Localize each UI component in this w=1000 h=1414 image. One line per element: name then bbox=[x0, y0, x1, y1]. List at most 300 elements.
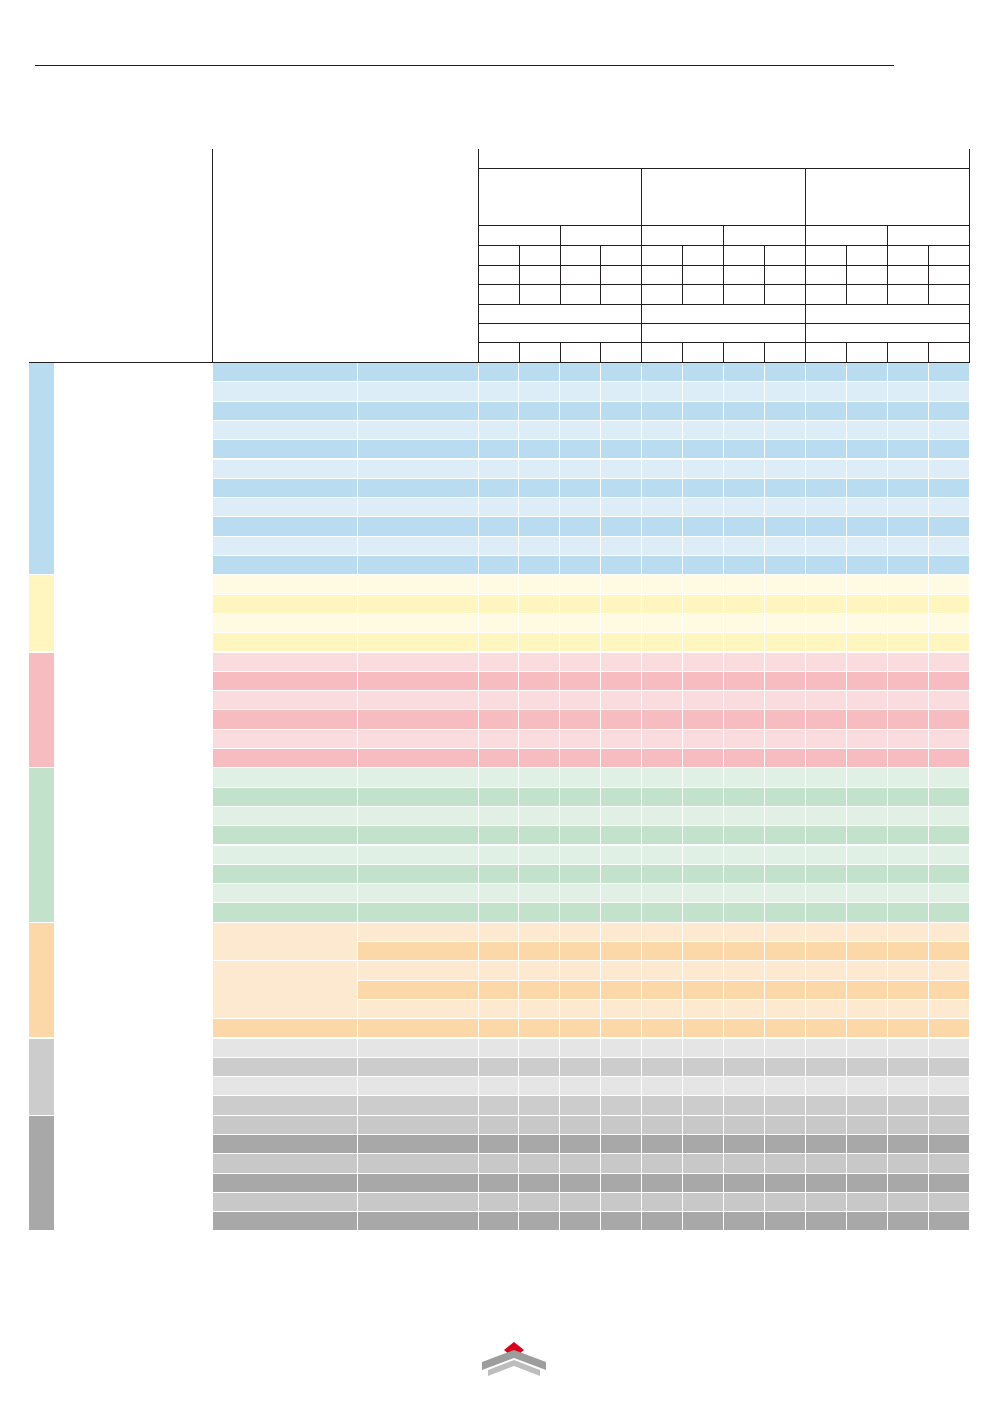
cutting-speed-value bbox=[806, 961, 847, 980]
composition-cell bbox=[213, 1058, 358, 1077]
cutting-speed-value bbox=[601, 1019, 642, 1038]
cutting-speed-value bbox=[683, 1077, 724, 1096]
cutting-speed-value bbox=[560, 710, 601, 729]
composition-cell bbox=[213, 595, 358, 614]
cutting-speed-value bbox=[519, 923, 560, 942]
cutting-speed-value bbox=[929, 1039, 970, 1058]
cutting-speed-value bbox=[888, 517, 929, 536]
treatment-cell bbox=[358, 1000, 479, 1019]
cutting-speed-value bbox=[806, 826, 847, 845]
diameter-header bbox=[806, 246, 847, 266]
cutting-speed-value bbox=[519, 1019, 560, 1038]
cutting-speed-value bbox=[519, 1154, 560, 1173]
cutting-speed-value bbox=[683, 768, 724, 787]
cutting-speed-value bbox=[479, 1077, 519, 1096]
cutting-speed-value bbox=[888, 1096, 929, 1115]
cutting-speed-value bbox=[847, 382, 888, 401]
cutting-speed-value bbox=[642, 903, 683, 922]
range-value bbox=[806, 285, 847, 305]
cutting-speed-value bbox=[519, 382, 560, 401]
cutting-speed-value bbox=[888, 479, 929, 498]
shoulder-milling-header bbox=[888, 226, 970, 246]
cutting-speed-value bbox=[929, 981, 970, 1000]
cutting-speed-value bbox=[560, 788, 601, 807]
cutting-speed-value bbox=[642, 517, 683, 536]
treatment-cell bbox=[358, 498, 479, 517]
range-value bbox=[765, 266, 806, 285]
ratio-column-header bbox=[929, 343, 970, 363]
tool-name bbox=[642, 169, 806, 226]
composition-cell bbox=[213, 865, 358, 884]
cutting-speed-value bbox=[888, 749, 929, 768]
cutting-speed-value bbox=[479, 691, 519, 710]
cutting-speed-value bbox=[888, 1058, 929, 1077]
cutting-speed-value bbox=[601, 1096, 642, 1115]
cutting-speed-value bbox=[888, 421, 929, 440]
composition-cell bbox=[213, 1039, 358, 1058]
cutting-speed-value bbox=[560, 749, 601, 768]
cutting-speed-value bbox=[888, 672, 929, 691]
cutting-speed-value bbox=[683, 691, 724, 710]
cutting-speed-value bbox=[765, 382, 806, 401]
cutting-speed-value bbox=[765, 807, 806, 826]
cutting-speed-value bbox=[479, 421, 519, 440]
treatment-cell bbox=[358, 1135, 479, 1154]
composition-group bbox=[213, 923, 358, 962]
cutting-speed-value bbox=[888, 1135, 929, 1154]
range-value bbox=[929, 266, 970, 285]
cutting-speed-value bbox=[642, 421, 683, 440]
cutting-speed-value bbox=[724, 575, 765, 594]
cutting-speed-value bbox=[806, 1193, 847, 1212]
cutting-speed-value bbox=[560, 923, 601, 942]
cutting-speed-value bbox=[888, 942, 929, 961]
cutting-speed-value bbox=[806, 595, 847, 614]
cutting-speed-value bbox=[847, 768, 888, 787]
range-value bbox=[929, 285, 970, 305]
treatment-cell bbox=[358, 556, 479, 575]
cutting-speed-value bbox=[724, 768, 765, 787]
cutting-speed-value bbox=[765, 537, 806, 556]
cutting-speed-value bbox=[806, 672, 847, 691]
treatment-cell bbox=[358, 1058, 479, 1077]
cutting-speed-value bbox=[519, 479, 560, 498]
cutting-speed-value bbox=[847, 749, 888, 768]
cutting-speed-value bbox=[683, 1019, 724, 1038]
cutting-speed-value bbox=[724, 903, 765, 922]
cutting-speed-value bbox=[847, 1058, 888, 1077]
range-value bbox=[479, 285, 520, 305]
ae-d-header bbox=[479, 324, 642, 343]
cutting-speed-value bbox=[724, 826, 765, 845]
cutting-speed-value bbox=[560, 1135, 601, 1154]
cutting-speed-value bbox=[929, 1096, 970, 1115]
cutting-speed-value bbox=[560, 402, 601, 421]
cutting-speed-value bbox=[765, 865, 806, 884]
cutting-speed-value bbox=[560, 981, 601, 1000]
cutting-speed-value bbox=[519, 710, 560, 729]
cutting-speed-value bbox=[724, 653, 765, 672]
cutting-speed-value bbox=[806, 537, 847, 556]
cutting-speed-value bbox=[765, 1000, 806, 1019]
cutting-speed-value bbox=[601, 691, 642, 710]
cutting-speed-value bbox=[601, 865, 642, 884]
cutting-speed-value bbox=[519, 826, 560, 845]
cutting-speed-value bbox=[724, 537, 765, 556]
cutting-speed-value bbox=[765, 460, 806, 479]
cutting-speed-value bbox=[765, 363, 806, 382]
ap-max-header bbox=[683, 246, 724, 266]
cutting-speed-value bbox=[560, 1174, 601, 1193]
cutting-speed-value bbox=[683, 1116, 724, 1135]
cutting-speed-value bbox=[642, 440, 683, 459]
cutting-speed-value bbox=[929, 498, 970, 517]
cutting-speed-value bbox=[683, 595, 724, 614]
cutting-speed-value bbox=[847, 460, 888, 479]
cutting-speed-value bbox=[847, 1096, 888, 1115]
cutting-speed-value bbox=[806, 730, 847, 749]
composition-cell bbox=[213, 672, 358, 691]
cutting-speed-value bbox=[929, 691, 970, 710]
cutting-speed-value bbox=[479, 672, 519, 691]
cutting-speed-value bbox=[519, 1174, 560, 1193]
cutting-speed-value bbox=[765, 1039, 806, 1058]
cutting-speed-value bbox=[806, 691, 847, 710]
cutting-speed-value bbox=[929, 556, 970, 575]
group-letter-p bbox=[29, 363, 55, 575]
cutting-speed-value bbox=[519, 865, 560, 884]
cutting-speed-value bbox=[929, 614, 970, 633]
cutting-speed-value bbox=[560, 903, 601, 922]
cutting-speed-value bbox=[847, 923, 888, 942]
cutting-speed-value bbox=[642, 498, 683, 517]
material-label bbox=[55, 1135, 213, 1251]
cutting-speed-value bbox=[929, 1212, 970, 1231]
cutting-speed-value bbox=[560, 1039, 601, 1058]
range-value bbox=[683, 266, 724, 285]
cutting-speed-value bbox=[724, 460, 765, 479]
cutting-speed-value bbox=[519, 440, 560, 459]
cutting-speed-value bbox=[479, 749, 519, 768]
cutting-speed-value bbox=[601, 942, 642, 961]
cutting-speed-value bbox=[601, 1212, 642, 1231]
ae-d-header bbox=[806, 324, 970, 343]
cutting-speed-value bbox=[724, 556, 765, 575]
cutting-speed-value bbox=[519, 363, 560, 382]
treatment-cell bbox=[358, 633, 479, 652]
composition-cell bbox=[213, 749, 358, 768]
cutting-speed-value bbox=[642, 402, 683, 421]
cutting-speed-value bbox=[806, 1116, 847, 1135]
cutting-speed-value bbox=[806, 788, 847, 807]
cutting-speed-value bbox=[683, 653, 724, 672]
ratio-column-header bbox=[724, 343, 765, 363]
treatment-cell bbox=[358, 884, 479, 903]
cutting-speed-value bbox=[642, 1212, 683, 1231]
treatment-cell bbox=[358, 768, 479, 787]
cutting-speed-value bbox=[642, 556, 683, 575]
cutting-speed-value bbox=[479, 1039, 519, 1058]
cutting-speed-value bbox=[683, 517, 724, 536]
cutting-speed-value bbox=[683, 460, 724, 479]
cutting-speed-value bbox=[765, 1019, 806, 1038]
cutting-speed-value bbox=[724, 517, 765, 536]
cutting-speed-value bbox=[642, 807, 683, 826]
cutting-speed-value bbox=[683, 942, 724, 961]
treatment-cell bbox=[358, 1154, 479, 1173]
cutting-speed-value bbox=[806, 1154, 847, 1173]
slot-milling-header bbox=[479, 226, 561, 246]
cutting-speed-value bbox=[847, 537, 888, 556]
cutting-speed-value bbox=[929, 633, 970, 652]
cutting-speed-value bbox=[519, 749, 560, 768]
cutting-speed-value bbox=[847, 826, 888, 845]
cutting-speed-value bbox=[724, 942, 765, 961]
composition-cell bbox=[213, 788, 358, 807]
composition-cell bbox=[213, 402, 358, 421]
cutting-speed-value bbox=[479, 363, 519, 382]
cutting-speed-value bbox=[560, 691, 601, 710]
range-value bbox=[601, 266, 642, 285]
cutting-speed-value bbox=[765, 961, 806, 980]
cutting-speed-value bbox=[519, 730, 560, 749]
treatment-cell bbox=[358, 923, 479, 942]
cutting-speed-value bbox=[560, 1019, 601, 1038]
range-value bbox=[561, 266, 602, 285]
cutting-speed-value bbox=[724, 1077, 765, 1096]
composition-cell bbox=[213, 826, 358, 845]
cutting-speed-value bbox=[724, 440, 765, 459]
cutting-speed-value bbox=[724, 1000, 765, 1019]
ratio-column-header bbox=[479, 343, 520, 363]
cutting-speed-value bbox=[479, 710, 519, 729]
cutting-speed-value bbox=[765, 479, 806, 498]
cutting-speed-value bbox=[847, 942, 888, 961]
cutting-speed-value bbox=[601, 710, 642, 729]
cutting-speed-value bbox=[683, 846, 724, 865]
treatment-cell bbox=[358, 730, 479, 749]
material-label bbox=[55, 460, 213, 537]
cutting-speed-value bbox=[847, 595, 888, 614]
range-value bbox=[520, 266, 561, 285]
cutting-speed-value bbox=[683, 1096, 724, 1115]
treatment-cell bbox=[358, 981, 479, 1000]
range-value bbox=[724, 285, 765, 305]
cutting-speed-value bbox=[888, 1212, 929, 1231]
cutting-speed-value bbox=[683, 730, 724, 749]
cutting-speed-value bbox=[642, 710, 683, 729]
cutting-speed-value bbox=[765, 691, 806, 710]
range-value bbox=[642, 266, 683, 285]
cutting-speed-value bbox=[683, 633, 724, 652]
range-value bbox=[888, 285, 929, 305]
cutting-speed-value bbox=[929, 807, 970, 826]
cutting-speed-value bbox=[847, 1077, 888, 1096]
cutting-speed-value bbox=[479, 903, 519, 922]
cutting-speed-value bbox=[560, 614, 601, 633]
cutting-speed-value bbox=[847, 363, 888, 382]
cutting-speed-value bbox=[724, 1135, 765, 1154]
cutting-speed-value bbox=[683, 923, 724, 942]
cutting-speed-value bbox=[601, 846, 642, 865]
cutting-speed-value bbox=[560, 846, 601, 865]
cutting-speed-value bbox=[479, 402, 519, 421]
diameter-header bbox=[724, 246, 765, 266]
cutting-speed-value bbox=[642, 633, 683, 652]
cutting-speed-value bbox=[765, 1116, 806, 1135]
composition-cell bbox=[213, 537, 358, 556]
cutting-speed-value bbox=[847, 691, 888, 710]
ratio-column-header bbox=[765, 343, 806, 363]
grade-label bbox=[479, 305, 642, 324]
cutting-speed-value bbox=[929, 460, 970, 479]
cutting-speed-value bbox=[519, 1058, 560, 1077]
composition-cell bbox=[213, 1116, 358, 1135]
tool-name bbox=[806, 169, 970, 226]
cutting-speed-value bbox=[642, 1116, 683, 1135]
range-value bbox=[561, 285, 602, 305]
ae-d-header bbox=[642, 324, 806, 343]
cutting-speed-value bbox=[847, 903, 888, 922]
cutting-speed-value bbox=[519, 884, 560, 903]
cutting-speed-value bbox=[683, 537, 724, 556]
cutting-speed-value bbox=[683, 710, 724, 729]
diameter-header bbox=[479, 246, 520, 266]
cutting-speed-value bbox=[683, 575, 724, 594]
cutting-speed-value bbox=[847, 421, 888, 440]
cutting-speed-value bbox=[601, 556, 642, 575]
group-letter-x bbox=[29, 1116, 55, 1232]
cutting-speed-value bbox=[519, 1077, 560, 1096]
composition-cell bbox=[213, 1077, 358, 1096]
cutting-speed-value bbox=[888, 363, 929, 382]
cutting-speed-value bbox=[929, 942, 970, 961]
cutting-speed-value bbox=[806, 421, 847, 440]
cutting-speed-value bbox=[642, 672, 683, 691]
cutting-speed-value bbox=[724, 498, 765, 517]
cutting-speed-value bbox=[479, 846, 519, 865]
cutting-speed-value bbox=[847, 1154, 888, 1173]
cutting-speed-value bbox=[642, 1193, 683, 1212]
treatment-cell bbox=[358, 807, 479, 826]
cutting-speed-value bbox=[479, 633, 519, 652]
cutting-speed-value bbox=[888, 575, 929, 594]
cutting-speed-value bbox=[560, 1096, 601, 1115]
composition-cell bbox=[213, 807, 358, 826]
treatment-cell bbox=[358, 595, 479, 614]
treatment-cell bbox=[358, 460, 479, 479]
treatment-cell bbox=[358, 575, 479, 594]
range-value bbox=[847, 285, 888, 305]
cutting-speed-value bbox=[683, 672, 724, 691]
slot-milling-header bbox=[806, 226, 888, 246]
cutting-speed-value bbox=[724, 1212, 765, 1231]
cutting-speed-value bbox=[929, 479, 970, 498]
cutting-speed-value bbox=[683, 865, 724, 884]
cutting-speed-value bbox=[929, 575, 970, 594]
cutting-speed-value bbox=[888, 440, 929, 459]
cutting-speed-value bbox=[642, 923, 683, 942]
cutting-speed-value bbox=[765, 1096, 806, 1115]
composition-cell bbox=[213, 633, 358, 652]
cutting-speed-value bbox=[479, 595, 519, 614]
cutting-speed-value bbox=[642, 595, 683, 614]
cutting-speed-value bbox=[479, 1058, 519, 1077]
cutting-speed-value bbox=[519, 1039, 560, 1058]
group-letter-h bbox=[29, 1039, 55, 1116]
cutting-speed-value bbox=[601, 1039, 642, 1058]
cutting-speed-value bbox=[642, 363, 683, 382]
ratio-column-header bbox=[601, 343, 642, 363]
cutting-speed-value bbox=[847, 479, 888, 498]
cutting-speed-value bbox=[519, 517, 560, 536]
cutting-speed-value bbox=[724, 710, 765, 729]
treatment-cell bbox=[358, 1174, 479, 1193]
cutting-speed-value bbox=[929, 537, 970, 556]
cutting-speed-value bbox=[642, 1039, 683, 1058]
cutting-speed-value bbox=[888, 614, 929, 633]
cutting-data-table bbox=[29, 149, 971, 1250]
cutting-speed-value bbox=[847, 440, 888, 459]
ratio-column-header bbox=[806, 343, 847, 363]
cutting-speed-value bbox=[601, 749, 642, 768]
cutting-speed-value bbox=[929, 884, 970, 903]
cutting-speed-value bbox=[847, 710, 888, 729]
cutting-speed-value bbox=[683, 1039, 724, 1058]
cutting-speed-value bbox=[765, 595, 806, 614]
cutting-speed-value bbox=[888, 1000, 929, 1019]
composition-cell bbox=[213, 1096, 358, 1115]
cutting-speed-value bbox=[765, 672, 806, 691]
cutting-speed-value bbox=[601, 1154, 642, 1173]
cutting-speed-value bbox=[601, 479, 642, 498]
cutting-speed-value bbox=[806, 517, 847, 536]
cutting-speed-value bbox=[519, 903, 560, 922]
cutting-speed-value bbox=[519, 846, 560, 865]
cutting-speed-value bbox=[519, 981, 560, 1000]
cutting-speed-value bbox=[642, 460, 683, 479]
cutting-speed-value bbox=[765, 1077, 806, 1096]
cutting-speed-value bbox=[806, 479, 847, 498]
cutting-speed-value bbox=[519, 691, 560, 710]
range-value bbox=[642, 285, 683, 305]
cutting-speed-value bbox=[560, 595, 601, 614]
cutting-speed-value bbox=[642, 788, 683, 807]
cutting-speed-value bbox=[601, 498, 642, 517]
cutting-speed-value bbox=[765, 710, 806, 729]
composition-cell bbox=[213, 1212, 358, 1231]
cutting-speed-value bbox=[601, 807, 642, 826]
cutting-speed-value bbox=[683, 1193, 724, 1212]
cutting-speed-value bbox=[642, 479, 683, 498]
composition-cell bbox=[213, 1154, 358, 1173]
cutting-speed-value bbox=[929, 1077, 970, 1096]
composition-cell bbox=[213, 1193, 358, 1212]
cutting-speed-value bbox=[724, 961, 765, 980]
composition-cell bbox=[213, 382, 358, 401]
cutting-speed-value bbox=[765, 1154, 806, 1173]
cutting-speed-value bbox=[642, 961, 683, 980]
cutting-speed-value bbox=[929, 653, 970, 672]
cutting-speed-value bbox=[888, 826, 929, 845]
cutting-speed-value bbox=[642, 1174, 683, 1193]
cutting-speed-value bbox=[724, 1096, 765, 1115]
cutting-speed-value bbox=[479, 517, 519, 536]
cutting-speed-value bbox=[642, 865, 683, 884]
treatment-cell bbox=[358, 710, 479, 729]
cutting-speed-value bbox=[683, 363, 724, 382]
cutting-speed-value bbox=[479, 1174, 519, 1193]
